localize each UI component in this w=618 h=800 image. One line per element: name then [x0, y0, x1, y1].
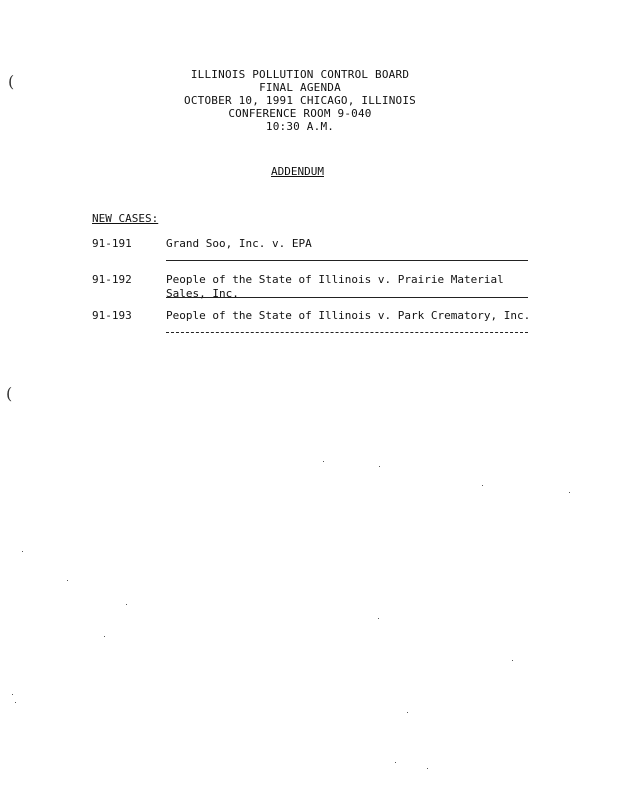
agenda-type: FINAL AGENDA — [259, 81, 341, 94]
scan-speck — [15, 702, 16, 703]
case-entry — [92, 237, 542, 253]
scan-speck — [427, 768, 428, 769]
case-entry — [92, 309, 542, 339]
scan-speck — [67, 580, 68, 581]
scan-speck — [378, 618, 379, 619]
case-underline — [166, 260, 528, 261]
case-title: People of the State of Illinois v. Prairie Material Sales, Inc. — [166, 273, 504, 300]
case-entry — [92, 273, 542, 303]
meeting-time: 10:30 A.M. — [265, 120, 335, 133]
scan-speck — [482, 485, 483, 486]
meeting-date-location: OCTOBER 10, 1991 CHICAGO, ILLINOIS — [184, 94, 416, 107]
board-name: ILLINOIS POLLUTION CONTROL BOARD — [190, 68, 410, 81]
punch-hole-mark: ( — [8, 72, 15, 91]
scan-speck — [379, 466, 380, 467]
meeting-room: CONFERENCE ROOM 9-040 — [228, 107, 372, 120]
case-title: Grand Soo, Inc. v. EPA — [166, 237, 312, 250]
scan-speck — [569, 492, 570, 493]
agenda-header — [170, 68, 430, 133]
scan-speck — [104, 636, 105, 637]
case-underline — [166, 332, 528, 333]
scan-speck — [395, 762, 396, 763]
scan-speck — [22, 551, 23, 552]
punch-hole-mark: ( — [6, 384, 13, 403]
scan-speck — [407, 712, 408, 713]
scan-speck — [323, 461, 324, 462]
scan-speck — [512, 660, 513, 661]
scan-speck — [126, 604, 127, 605]
case-number: 91-193 — [92, 309, 132, 322]
scan-speck — [12, 694, 13, 695]
case-number: 91-191 — [92, 237, 132, 250]
case-number: 91-192 — [92, 273, 132, 286]
new-cases-heading: NEW CASES: — [92, 212, 159, 225]
addendum-heading: ADDENDUM — [271, 165, 324, 178]
case-underline — [166, 297, 528, 298]
case-title: People of the State of Illinois v. Park Crematory, Inc. — [166, 309, 531, 322]
